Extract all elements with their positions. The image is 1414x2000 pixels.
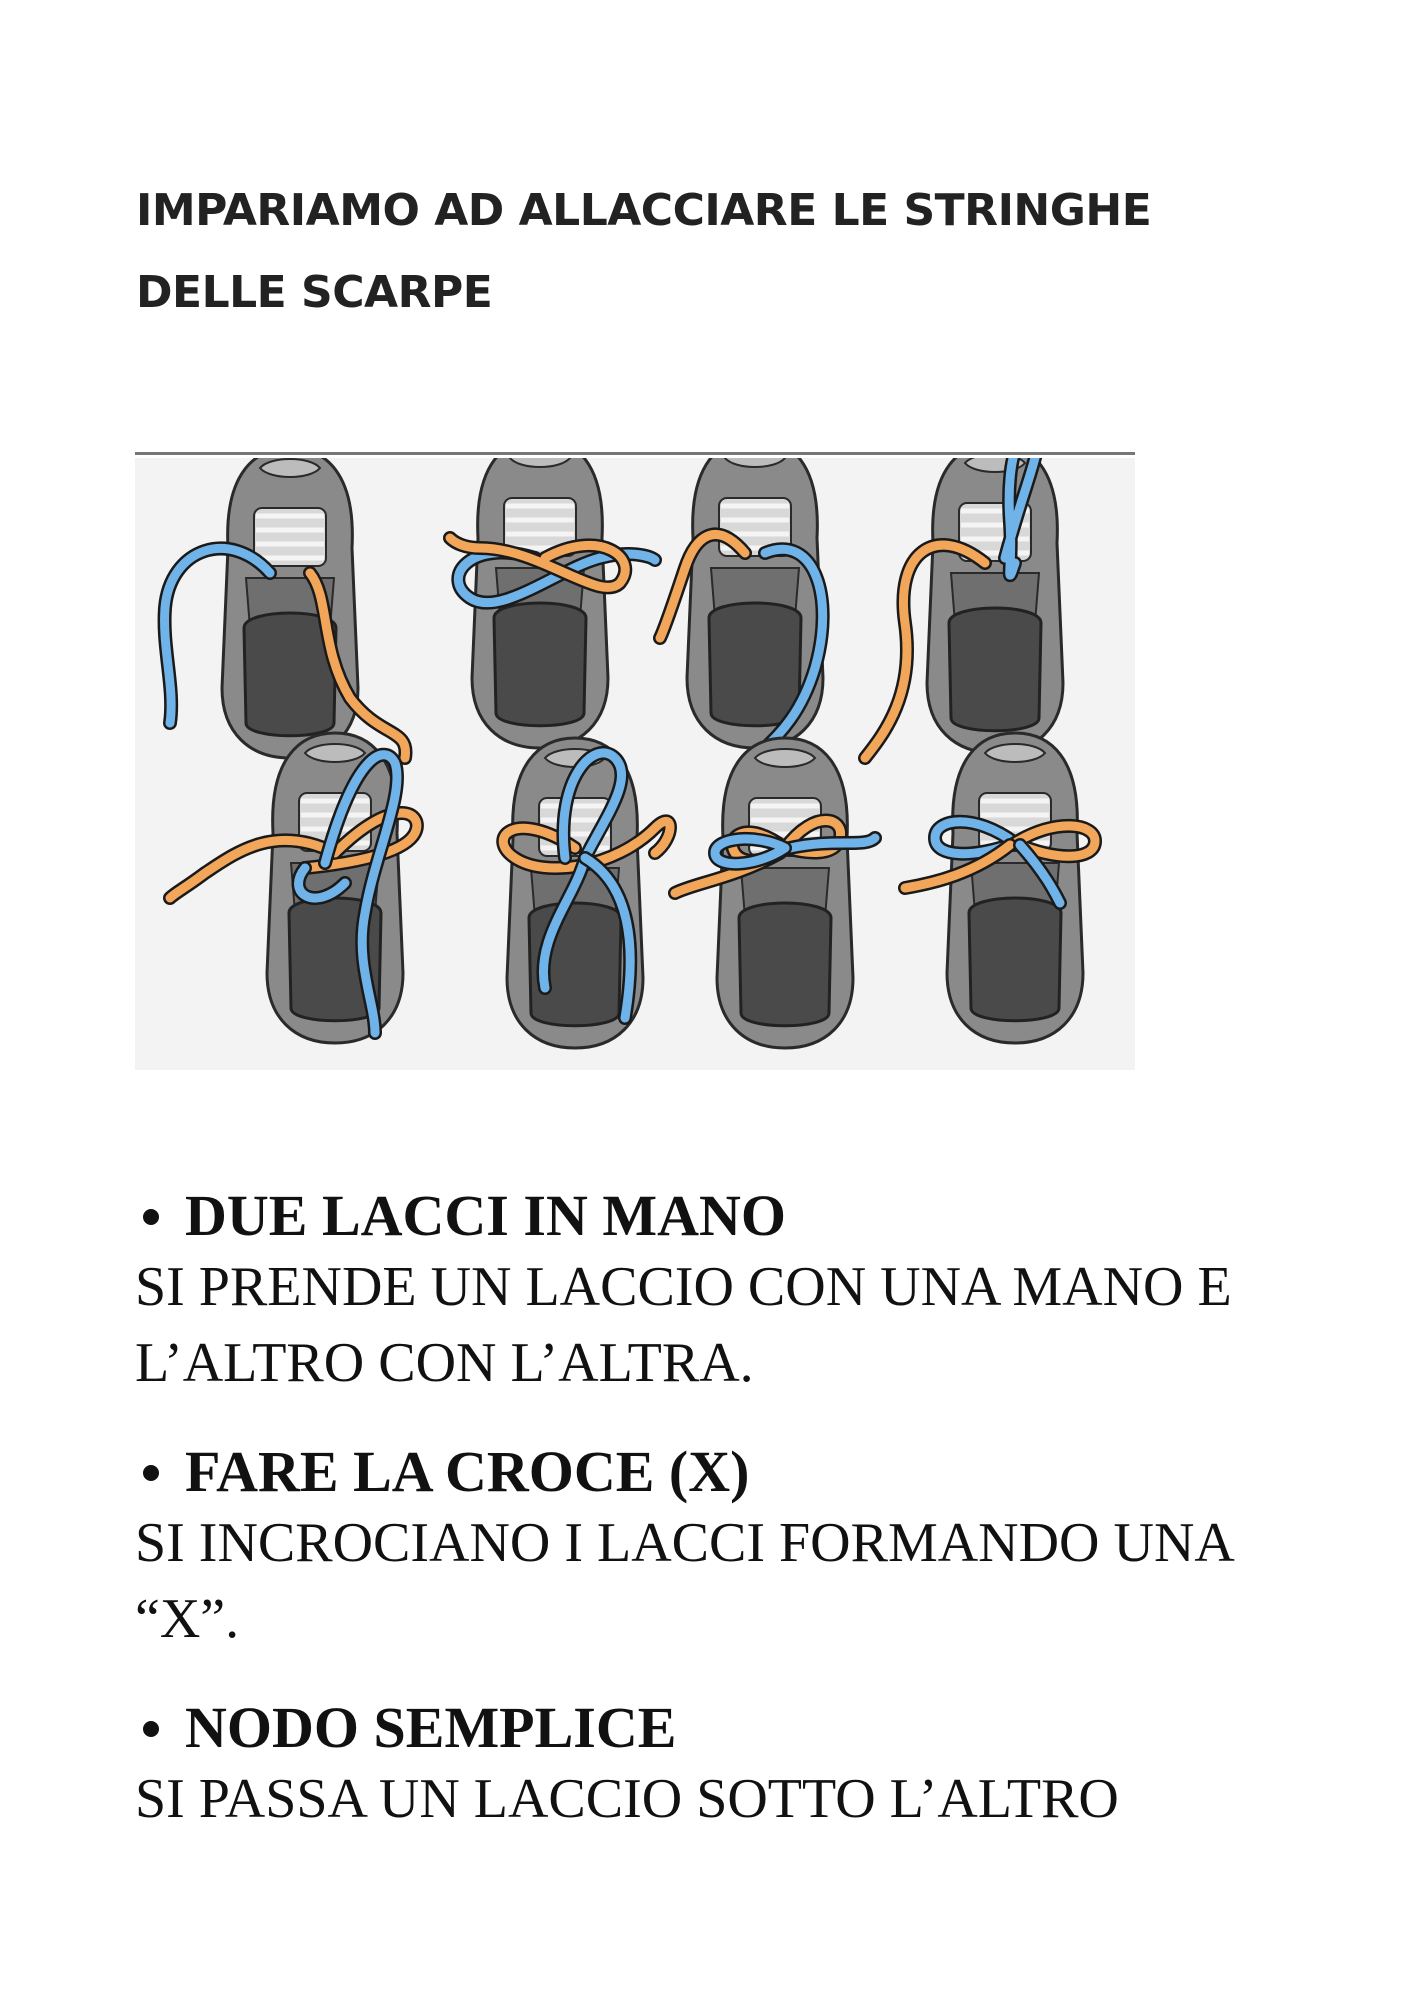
bullet-icon [143,1721,159,1737]
shoe-drawing [865,458,1063,758]
step-item [135,1183,1315,1401]
step-item [135,1439,1315,1657]
shoe-drawing [165,458,406,758]
step-text: SI PRENDE UN LACCIO CON UNA MANO E L’ALTRO CON L’ALTRA. [135,1256,1232,1394]
page-title: IMPARIAMO AD ALLACCIARE LE STRINGHE DELLE SCARPE [136,185,1152,318]
shoe-drawing [675,738,875,1048]
shoe-drawing [905,733,1095,1043]
divider [135,452,1135,455]
step-heading: NODO SEMPLICE [185,1695,677,1760]
step-heading: DUE LACCI IN MANO [185,1183,786,1248]
shoe-drawing [503,738,670,1048]
bullet-icon [143,1465,159,1481]
step-text: SI PASSA UN LACCIO SOTTO L’ALTRO [135,1768,1119,1830]
step-text: SI INCROCIANO I LACCI FORMANDO UNA “X”. [135,1512,1232,1650]
step-heading: FARE LA CROCE (X) [185,1439,750,1504]
bullet-icon [143,1209,159,1225]
steps-list [135,1183,1315,1875]
step-item [135,1695,1315,1837]
shoe-drawing [450,458,655,748]
shoe-drawing [660,458,823,753]
shoe-drawing [170,733,417,1043]
shoe-lacing-illustration [135,458,1135,1070]
